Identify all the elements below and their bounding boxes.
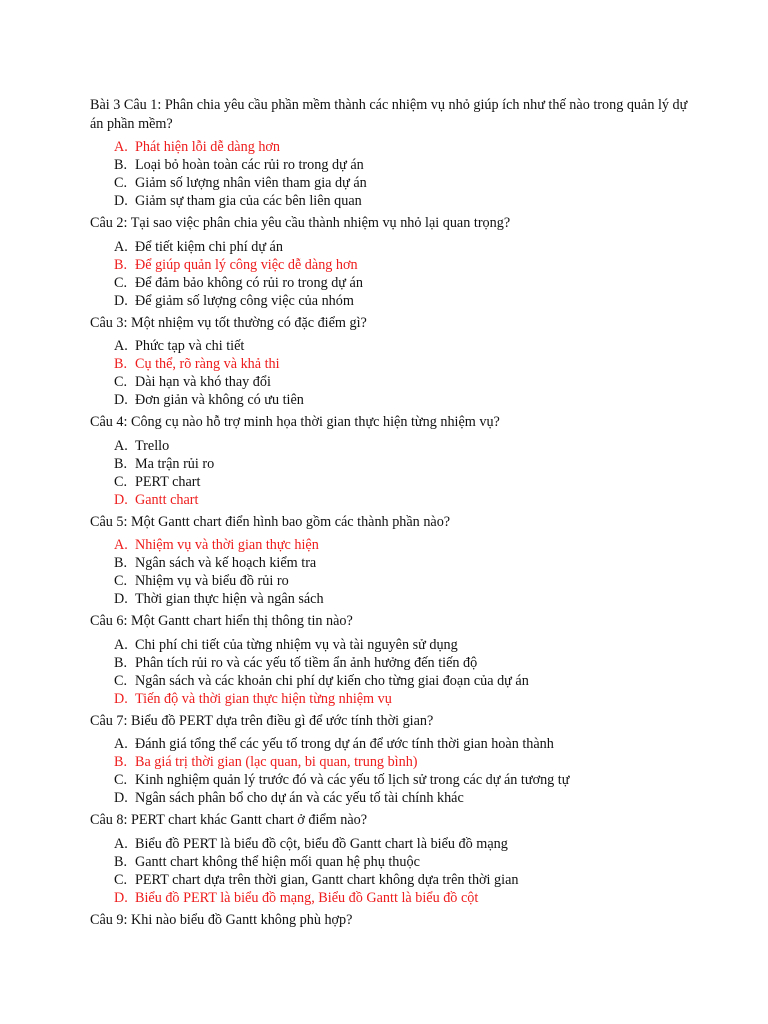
question-7: Câu 7: Biểu đồ PERT dựa trên điều gì để ước tính thời gian? xyxy=(90,712,434,729)
question-5: Câu 5: Một Gantt chart điển hình bao gồm các thành phần nào? xyxy=(90,513,451,530)
option-4c: C. PERT chart xyxy=(114,473,201,490)
option-8d: D. Biểu đồ PERT là biểu đồ mạng, Biểu đồ Gantt là biểu đồ cột xyxy=(114,889,479,906)
option-2a: A. Để tiết kiệm chi phí dự án xyxy=(114,238,283,255)
question-9: Câu 9: Khi nào biểu đồ Gantt không phù hợp? xyxy=(90,911,353,928)
question-3: Câu 3: Một nhiệm vụ tốt thường có đặc điểm gì? xyxy=(90,314,367,331)
question-4: Câu 4: Công cụ nào hỗ trợ minh họa thời gian thực hiện từng nhiệm vụ? xyxy=(90,414,500,430)
question-8: Câu 8: PERT chart khác Gantt chart ở điểm nào? xyxy=(90,812,368,828)
question-1-options xyxy=(90,138,690,210)
option-7c: C. Kinh nghiệm quản lý trước đó và các yếu tố lịch sử trong các dự án tương tự xyxy=(114,772,570,788)
option-1a: A. Phát hiện lỗi dễ dàng hơn xyxy=(114,139,281,155)
option-4a: A. Trello xyxy=(114,437,170,454)
option-7b: B. Ba giá trị thời gian (lạc quan, bi quan, trung bình) xyxy=(114,754,418,770)
question-6: Câu 6: Một Gantt chart hiển thị thông tin nào? xyxy=(90,613,353,629)
option-4b: B. Ma trận rủi ro xyxy=(114,455,215,472)
option-1b: B. Loại bỏ hoàn toàn các rủi ro trong dự án xyxy=(114,157,364,173)
question-1: Bài 3 Câu 1: Phân chia yêu cầu phần mềm thành các nhiệm vụ nhỏ giúp ích như thế nào trong quản lý dự án phần mềm? xyxy=(90,97,688,132)
option-4d: D. Gantt chart xyxy=(114,491,199,508)
option-2c: C. Để đảm bảo không có rủi ro trong dự án xyxy=(114,274,363,291)
option-3b: B. Cụ thể, rõ ràng và khả thi xyxy=(114,356,280,372)
option-2b: B. Để giúp quản lý công việc dễ dàng hơn xyxy=(114,256,358,273)
option-5b: B. Ngân sách và kế hoạch kiểm tra xyxy=(114,555,317,571)
option-7d: D. Ngân sách phân bổ cho dự án và các yếu tố tài chính khác xyxy=(114,790,464,806)
option-7a: A. Đánh giá tổng thể các yếu tố trong dự án để ước tính thời gian hoàn thành xyxy=(114,736,554,752)
question-4-options xyxy=(90,437,690,509)
option-1c: C. Giảm số lượng nhân viên tham gia dự án xyxy=(114,175,367,191)
question-2-options xyxy=(90,238,690,310)
option-8c: C. PERT chart dựa trên thời gian, Gantt chart không dựa trên thời gian xyxy=(114,871,519,888)
question-2: Câu 2: Tại sao việc phân chia yêu cầu thành nhiệm vụ nhỏ lại quan trọng? xyxy=(90,215,511,231)
option-2d: D. Để giảm số lượng công việc của nhóm xyxy=(114,292,354,309)
option-6a: A. Chi phí chi tiết của từng nhiệm vụ và tài nguyên sử dụng xyxy=(114,636,458,653)
quiz-document xyxy=(90,96,690,929)
option-5a: A. Nhiệm vụ và thời gian thực hiện xyxy=(114,537,319,553)
option-6b: B. Phân tích rủi ro và các yếu tố tiềm ẩn ảnh hưởng đến tiến độ xyxy=(114,654,478,671)
option-6d: D. Tiến độ và thời gian thực hiện từng nhiệm vụ xyxy=(114,690,392,707)
option-5c: C. Nhiệm vụ và biểu đồ rủi ro xyxy=(114,573,289,589)
option-8b: B. Gantt chart không thể hiện mối quan hệ phụ thuộc xyxy=(114,853,420,870)
option-6c: C. Ngân sách và các khoản chi phí dự kiến cho từng giai đoạn của dự án xyxy=(114,672,529,689)
option-3c: C. Dài hạn và khó thay đổi xyxy=(114,374,271,390)
option-5d: D. Thời gian thực hiện và ngân sách xyxy=(114,591,324,607)
question-3-options xyxy=(90,337,690,409)
question-6-options xyxy=(90,636,690,708)
question-5-options xyxy=(90,536,690,608)
option-8a: A. Biểu đồ PERT là biểu đồ cột, biểu đồ Gantt chart là biểu đồ mạng xyxy=(114,835,508,852)
question-8-options xyxy=(90,835,690,907)
option-1d: D. Giảm sự tham gia của các bên liên quan xyxy=(114,193,362,209)
question-7-options xyxy=(90,735,690,807)
option-3d: D. Đơn giản và không có ưu tiên xyxy=(114,392,304,408)
option-3a: A. Phức tạp và chi tiết xyxy=(114,338,245,354)
